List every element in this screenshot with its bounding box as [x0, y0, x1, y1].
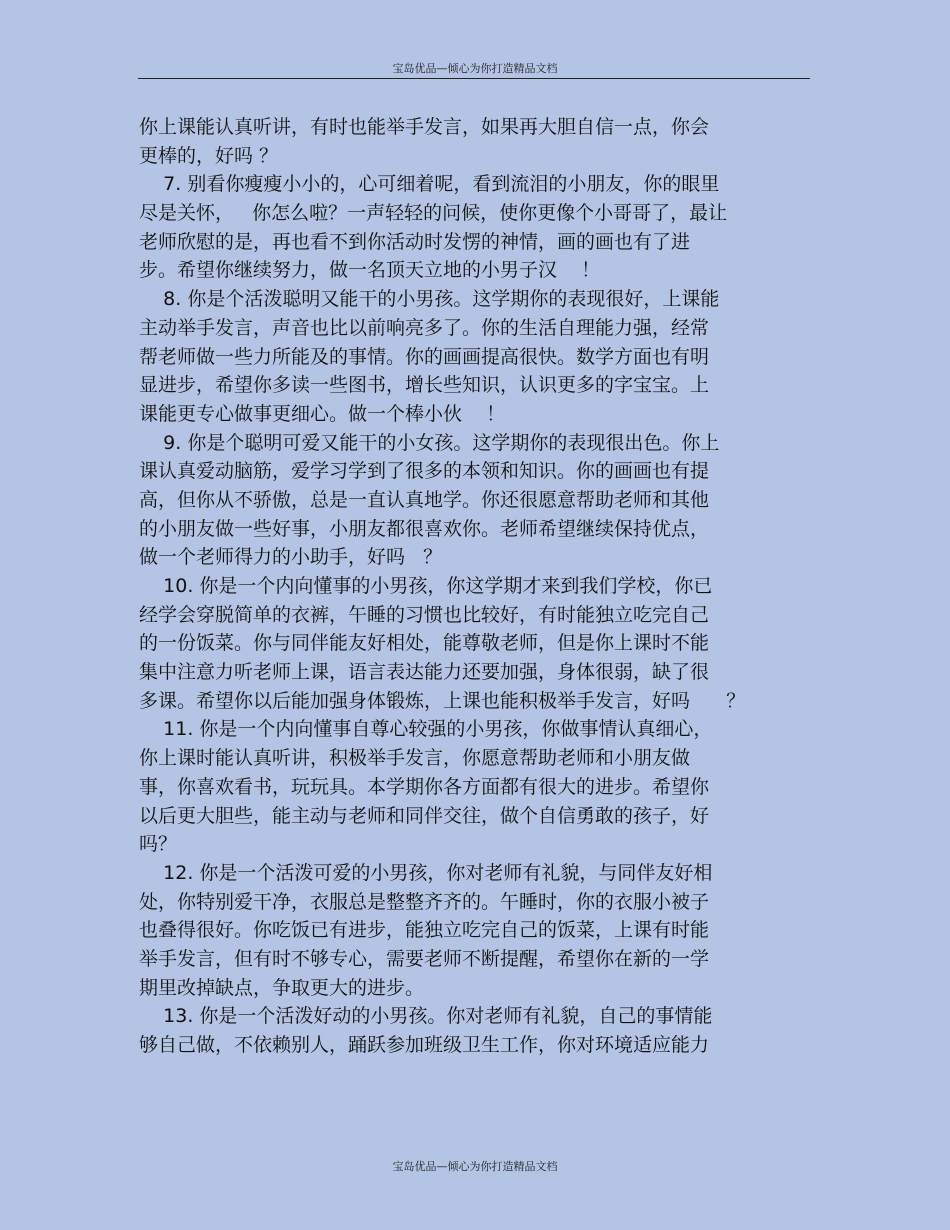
body-line: 9. 你是个聪明可爱又能干的小女孩。这学期你的表现很出色。你上: [139, 431, 720, 454]
body-line: 12. 你是一个活泼可爱的小男孩，你对老师有礼貌，与同伴友好相: [139, 861, 713, 884]
body-line: 主动举手发言，声音也比以前响亮多了。你的生活自理能力强，经常: [139, 316, 710, 339]
body-line: 课能更专心做事更细心。做一个棒小伙 ！: [139, 402, 506, 425]
body-line: 吗？: [139, 833, 178, 856]
body-line: 老师欣慰的是，再也看不到你活动时发愣的神情，画的画也有了进: [139, 230, 691, 253]
body-line: 做一个老师得力的小助手，好吗 ？: [139, 546, 443, 569]
body-line: 举手发言，但有时不够专心，需要老师不断提醒，希望你在新的一学: [139, 947, 710, 970]
body-line: 处，你特别爱干净，衣服总是整整齐齐的。午睡时，你的衣服小被子: [139, 890, 710, 913]
body-line: 高，但你从不骄傲，总是一直认真地学。你还很愿意帮助老师和其他: [139, 488, 710, 511]
page-header-text: 宝岛优品—倾心为你打造精品文档: [392, 62, 558, 75]
body-line: 你上课能认真听讲，有时也能举手发言，如果再大胆自信一点，你会: [139, 116, 710, 138]
document-body: [139, 113, 789, 1060]
body-line: 13. 你是一个活泼好动的小男孩。你对老师有礼貌，自己的事情能: [139, 1005, 713, 1028]
body-line: 7. 别看你瘦瘦小小的，心可细着呢，看到流泪的小朋友，你的眼里: [139, 173, 720, 196]
page-footer-text: 宝岛优品—倾心为你打造精品文档: [392, 1160, 558, 1173]
body-line: 够自己做，不依赖别人，踊跃参加班级卫生工作，你对环境适应能力: [139, 1034, 710, 1056]
body-line: 11. 你是一个内向懂事自尊心较强的小男孩，你做事情认真细心，: [139, 718, 713, 741]
body-line: 的一份饭菜。你与同伴能友好相处，能尊敬老师，但是你上课时不能: [139, 632, 710, 655]
body-line: 更棒的，好吗 ？: [139, 144, 279, 167]
body-line: 也叠得很好。你吃饭已有进步，能独立吃完自己的饭菜，上课有时能: [139, 919, 710, 942]
body-line: 课认真爱动脑筋，爱学习学到了很多的本领和知识。你的画画也有提: [139, 460, 710, 483]
body-line: 的小朋友做一些好事，小朋友都很喜欢你。老师希望继续保持优点，: [139, 517, 710, 540]
body-line: 你上课时能认真听讲，积极举手发言，你愿意帮助老师和小朋友做: [139, 747, 691, 770]
body-line: 帮老师做一些力所能及的事情。你的画画提高很快。数学方面也有明: [139, 345, 710, 368]
body-line: 经学会穿脱简单的衣裤，午睡的习惯也比较好，有时能独立吃完自己: [139, 603, 710, 626]
body-line: 事，你喜欢看书，玩玩具。本学期你各方面都有很大的进步。希望你: [139, 775, 710, 798]
body-line: 显进步，希望你多读一些图书，增长些知识，认识更多的字宝宝。上: [139, 374, 710, 397]
body-line: 以后更大胆些，能主动与老师和同伴交往，做个自信勇敢的孩子，好: [139, 804, 710, 827]
header-divider: [138, 78, 810, 79]
body-line: 尽是关怀， 你怎么啦？一声轻轻的问候，使你更像个小哥哥了，最让: [139, 202, 728, 225]
body-line: 集中注意力听老师上课，语言表达能力还要加强，身体很弱，缺了很: [139, 661, 710, 684]
body-line: 多课。希望你以后能加强身体锻炼，上课也能积极举手发言，好吗 ？: [139, 689, 746, 712]
body-line: 期里改掉缺点，争取更大的进步。: [139, 976, 425, 999]
body-line: 步。希望你继续努力，做一名顶天立地的小男子汉 ！: [139, 259, 601, 282]
body-line: 10. 你是一个内向懂事的小男孩，你这学期才来到我们学校，你已: [139, 575, 713, 597]
body-line: 8. 你是个活泼聪明又能干的小男孩。这学期你的表现很好，上课能: [139, 288, 720, 311]
